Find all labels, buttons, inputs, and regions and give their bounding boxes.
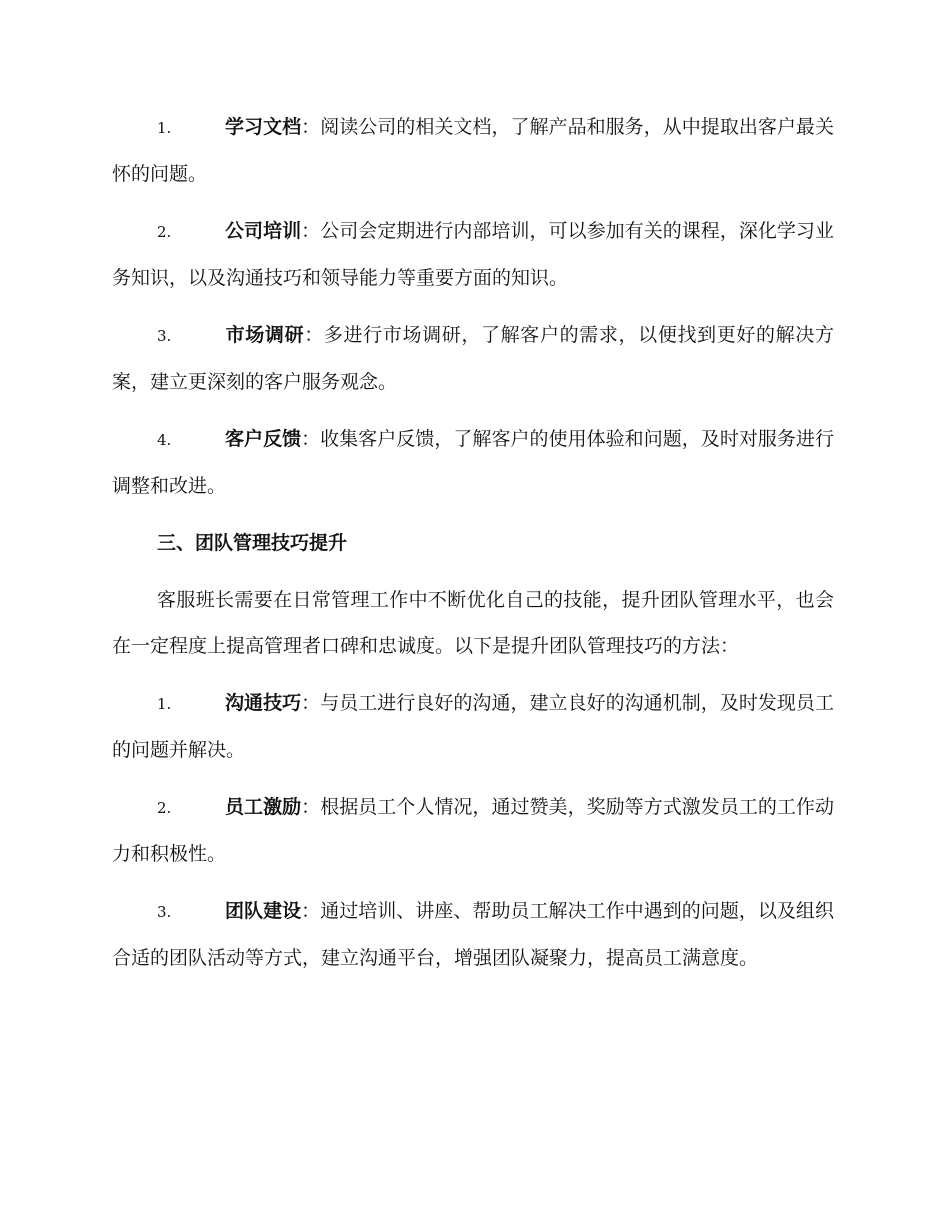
list-number: 2. <box>157 799 172 817</box>
section-heading: 三、团队管理技巧提升 <box>157 532 348 554</box>
list-term: 公司培训 <box>225 220 302 242</box>
list-separator: ： <box>301 116 321 138</box>
list-separator: ： <box>301 796 321 818</box>
list-text: 公司会定期进行内部培训，可以参加有关的课程，深化学习业务知识，以及沟通技巧和领导能力等重要方面的知识。 <box>112 220 834 289</box>
list-text: 多进行市场调研，了解客户的需求，以便找到更好的解决方案，建立更深刻的客户服务观念。 <box>112 324 834 393</box>
list-number: 2. <box>157 223 172 241</box>
list-item <box>112 784 834 877</box>
list-term: 员工激励 <box>225 796 302 818</box>
list-separator: ： <box>301 900 321 922</box>
list-term: 市场调研 <box>225 324 305 346</box>
list-separator: ： <box>301 692 321 714</box>
list-item <box>112 208 834 301</box>
list-number: 1. <box>157 695 172 713</box>
list-number: 1. <box>157 119 172 137</box>
list-separator: ： <box>301 428 321 450</box>
section-intro: 客服班长需要在日常管理工作中不断优化自己的技能，提升团队管理水平，也会在一定程度上提高管理者口碑和忠诚度。以下是提升团队管理技巧的方法： <box>112 589 834 657</box>
list-separator: ： <box>301 220 321 242</box>
list-text: 收集客户反馈，了解客户的使用体验和问题，及时对服务进行调整和改进。 <box>112 428 834 497</box>
list-term: 客户反馈 <box>225 428 302 450</box>
list-item <box>112 416 834 509</box>
list-number: 3. <box>157 903 172 921</box>
list-number: 3. <box>157 327 172 345</box>
list-text: 阅读公司的相关文档，了解产品和服务，从中提取出客户最关怀的问题。 <box>112 116 834 185</box>
list-term: 学习文档 <box>225 116 302 138</box>
list-term: 团队建设 <box>225 900 302 922</box>
list-separator: ： <box>304 324 324 346</box>
list-text: 与员工进行良好的沟通，建立良好的沟通机制，及时发现员工的问题并解决。 <box>112 692 834 761</box>
list-number: 4. <box>157 431 172 449</box>
list-item <box>112 888 834 981</box>
list-item <box>112 104 834 197</box>
list-item <box>112 680 834 773</box>
document-page <box>112 104 834 992</box>
list-text: 根据员工个人情况，通过赞美，奖励等方式激发员工的工作动力和积极性。 <box>112 796 834 865</box>
list-text: 通过培训、讲座、帮助员工解决工作中遇到的问题，以及组织合适的团队活动等方式，建立沟通平台，增强团队凝聚力，提高员工满意度。 <box>112 900 834 969</box>
list-term: 沟通技巧 <box>225 692 302 714</box>
list-item <box>112 312 834 405</box>
